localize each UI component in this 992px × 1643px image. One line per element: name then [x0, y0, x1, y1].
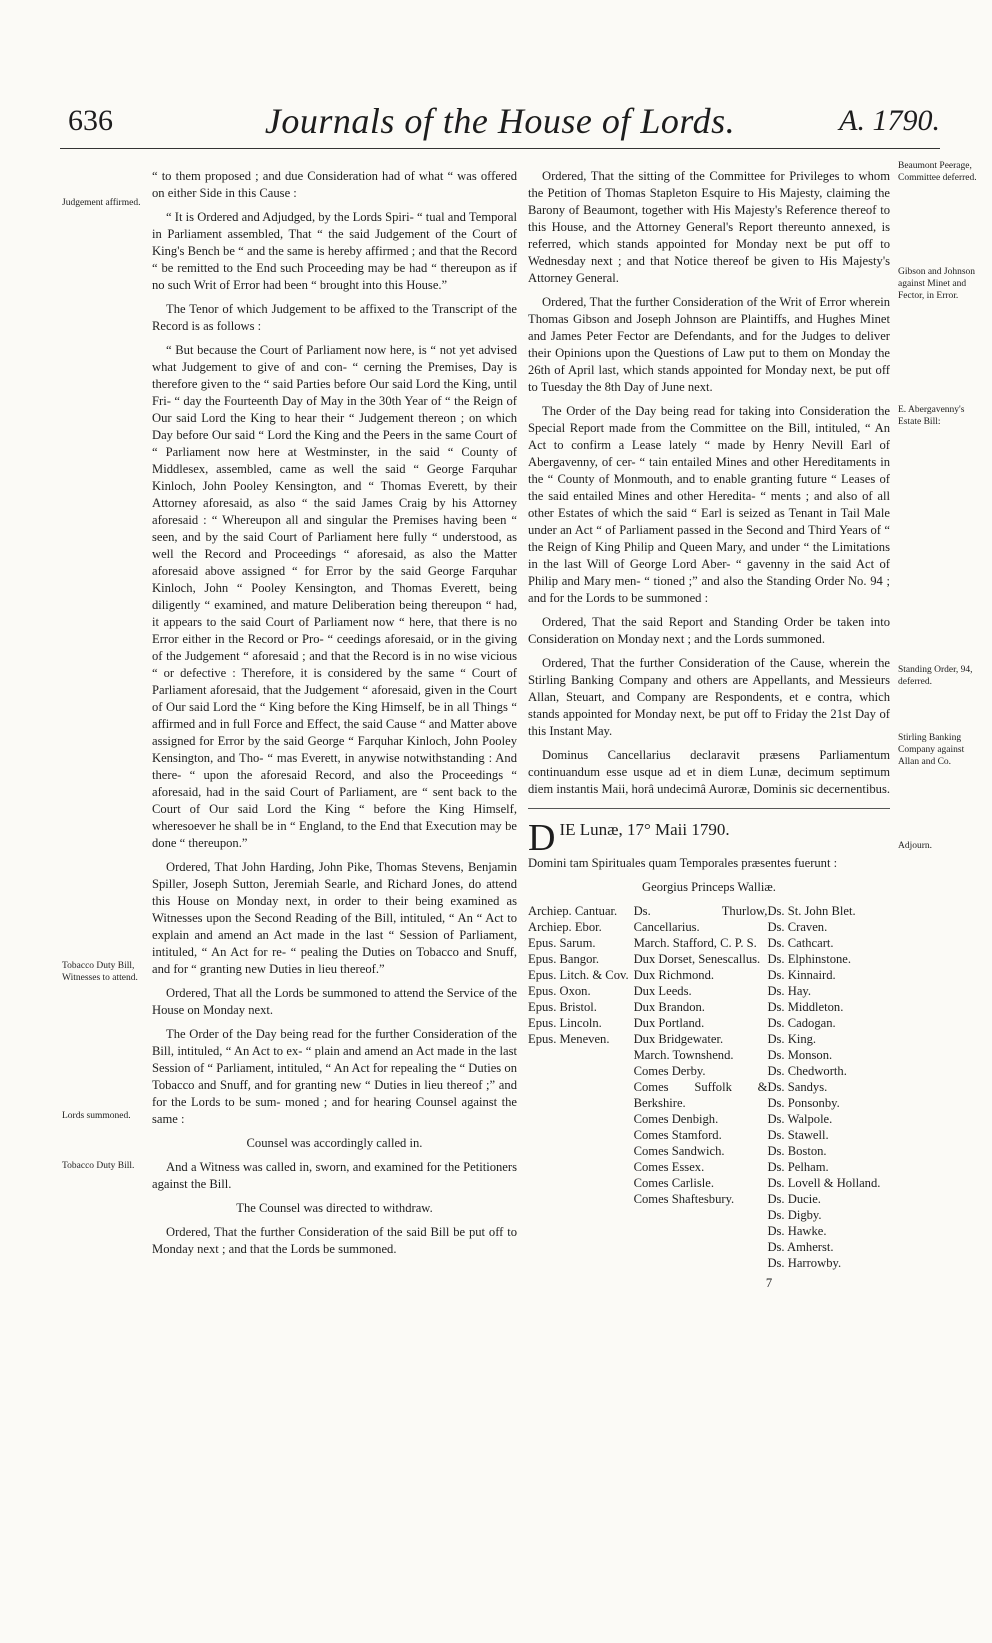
margin-note: Tobacco Duty Bill, Witnesses to attend. — [62, 961, 138, 983]
lord-entry: Dux Brandon. — [633, 1000, 705, 1014]
lord-entry: Dux Bridgewater. — [633, 1032, 724, 1046]
paragraph: Dominus Cancellarius declaravit præsens Parliamentum continuandum esse usque ad et in diem Lunæ, decimum septimum diem instantis Maii, horâ undecimâ Auroræ, Dominis sic decernentibus. — [528, 748, 891, 796]
margin-note: Beaumont Peerage, Committee deferred. — [898, 161, 977, 183]
lord-entry: Ds. Elphinstone. — [767, 952, 852, 966]
paragraph: Ordered, That the further Consideration of the said Bill be put off to Monday next ; and that the Lords be summoned. — [152, 1225, 517, 1256]
presentes-line: Domini tam Spirituales quam Temporales præsentes fuerunt : — [528, 856, 838, 870]
lords-present-list — [528, 903, 890, 1271]
margin-note: Gibson and Johnson against Minet and Fector, in Error. — [898, 267, 976, 301]
paragraph: The Order of the Day being read for taking into Consideration the Special Report made from the Committee on the Bill, intituled, “ An Act to confirm a Lease lately “ made by Henry Nevill Earl of Abergavenny, of cer- “ tain entailed Mines and other Hereditaments in the “ County of Monmouth, and to enable granting future “ Leases of the said entailed Mines and other Heredita- “ ments ; and also of all other Estates of which the said “ Earl is seized as Tenant in Tail Male under an Act “ of Parliament passed in the Second and Third Years of “ the Reign of King Philip and Queen Mary, and under “ the Limitations in the last Will of George Lord Aber- “ gavenny in the said Act of Philip and Mary men- “ tioned ;” and also the Standing Order No. 94 ; and for the Lords to be summoned : — [528, 404, 890, 605]
paragraph: The Counsel was directed to withdraw. — [236, 1201, 433, 1215]
lords-column-temporal — [634, 903, 768, 1271]
lord-entry: Comes Essex. — [633, 1160, 705, 1174]
lord-entry: Archiep. Cantuar. — [528, 904, 618, 918]
lord-entry: Epus. Bristol. — [528, 1000, 597, 1014]
paragraph: Ordered, That the further Consideration of the Cause, wherein the Stirling Banking Company and others are Appellants, and Messieurs Allan, Steuart, and Company are Respondents, et e contra, which stands appointed for Monday next, be put off to Friday the 21st Day of this Instant May. — [528, 656, 890, 738]
lords-column-barons — [767, 903, 890, 1271]
lord-entry: Ds. Stawell. — [767, 1128, 829, 1142]
lord-entry: March. Townshend. — [633, 1048, 734, 1062]
paragraph: And a Witness was called in, sworn, and examined for the Petitioners against the Bill. — [152, 1160, 517, 1191]
right-column — [528, 168, 890, 1292]
lord-entry: Comes Suffolk & Berkshire. — [633, 1080, 768, 1110]
lord-entry: Ds. Walpole. — [767, 1112, 833, 1126]
lord-entry: Ds. Kinnaird. — [767, 968, 836, 982]
lord-entry: Ds. Amherst. — [767, 1240, 834, 1254]
paragraph: Ordered, That the sitting of the Committee for Privileges to whom the Petition of Thomas Stapleton Esquire to His Majesty, claiming the Barony of Beaumont, together with His Majesty's Reference thereof to this House, and the Attorney General's Report thereunto annexed, is referred, which stands appointed for Monday next be put off to Wednesday next ; and that Notice thereof be given to His Majesty's Attorney General. — [528, 169, 890, 285]
lord-entry: Comes Stamford. — [633, 1128, 722, 1142]
lord-entry: Ds. Sandys. — [767, 1080, 828, 1094]
lord-entry: Comes Shaftesbury. — [633, 1192, 735, 1206]
paragraph: “ to them proposed ; and due Consideration had of what “ was offered on either Side in this Cause : — [152, 169, 517, 200]
lord-entry: Comes Carlisle. — [633, 1176, 715, 1190]
lord-entry: Ds. Cathcart. — [767, 936, 834, 950]
lord-entry: Epus. Sarum. — [528, 936, 596, 950]
margin-note: Stirling Banking Company against Allan and Co. — [898, 733, 965, 767]
lord-entry: Ds. Hay. — [767, 984, 812, 998]
lord-entry: Ds. Digby. — [767, 1208, 822, 1222]
paragraph: The Tenor of which Judgement to be affixed to the Transcript of the Record is as follows : — [152, 302, 517, 333]
section-rule — [528, 808, 890, 809]
lord-entry: Epus. Oxon. — [528, 984, 591, 998]
lord-entry: March. Stafford, C. P. S. — [633, 936, 757, 950]
lord-entry: Dux Portland. — [633, 1016, 705, 1030]
margin-note: Judgement affirmed. — [62, 198, 141, 208]
signature-mark: 7 — [765, 1276, 773, 1290]
lord-entry: Ds. Pelham. — [767, 1160, 829, 1174]
lord-entry: Ds. Lovell & Holland. — [767, 1176, 881, 1190]
lord-entry: Ds. Boston. — [767, 1144, 827, 1158]
lord-entry: Ds. Ponsonby. — [767, 1096, 840, 1110]
lord-entry: Ds. Chedworth. — [767, 1064, 847, 1078]
lord-entry: Comes Denbigh. — [633, 1112, 719, 1126]
lord-entry: Dux Dorset, Senescallus. — [633, 952, 761, 966]
lord-entry: Epus. Meneven. — [528, 1032, 610, 1046]
lord-entry: Dux Richmond. — [633, 968, 715, 982]
header-rule — [60, 148, 940, 149]
page-year: A. 1790. — [839, 104, 940, 137]
lord-entry: Epus. Litch. & Cov. — [528, 968, 629, 982]
paragraph: “ But because the Court of Parliament now here, is “ not yet advised what Judgement to give of and con- “ cerning the Premises, Day is therefore given to the “ said Parties before Our said Lord the King, until Fri- “ day the Fourteenth Day of May in the 30th Year of “ the Reign of Our said Lord the King to hear their “ Judgement thereon ; on which Day before Our said “ Lord the King and the Peers in the same Court of “ Parliament now here at Westminster, in the said “ County of Middlesex, assembled, came as well the said “ George Farquhar Kinloch, John Pooley Kensington, and “ Thomas Everett, by their Attorney aforesaid, as also “ the said James Craig by his Attorney aforesaid : “ Whereupon all and singular the Premises having been “ seen, and by the said Court of Parliament here fully “ understood, as well the Record and Proceedings “ aforesaid, as also the Matter aforesaid above assigned “ for Error by the said George Farquhar Kinloch, John “ Pooley Kensington, and Thomas Everett, being diligently “ examined, and mature Deliberation being thereupon “ had, it appears to the said Court of Parliament now “ here, that there is no Error either in the Record or Pro- “ ceedings aforesaid, or in the giving of the Judgement “ aforesaid ; and that the Record is in no wise vicious “ or defective : Therefore, it is considered by the same “ Court of Parliament aforesaid, that the Judgement “ aforesaid, given in the Court of Our said Lord the “ King before the King Himself, be in all Things “ affirmed and in full Force and Effect, the said Cause “ and Matter above assigned for Error by the said George “ Farquhar Kinloch, John Pooley Kensington, and Tho- “ mas Everett, in anywise notwithstanding : And there- “ upon the aforesaid Record, and also the Proceedings “ aforesaid, had in the said Court of Parliament, are “ sent back to the Court of Our said Lord the King “ before the King Himself, wheresoever he shall be in “ England, to the End that Execution may be done “ thereupon.” — [152, 343, 517, 850]
margin-note: Lords summoned. — [62, 1111, 131, 1121]
left-column — [152, 168, 517, 1265]
margin-note: Tobacco Duty Bill. — [62, 1161, 135, 1171]
lord-entry: Ds. Harrowby. — [767, 1256, 842, 1270]
lord-entry: Ds. Monson. — [767, 1048, 833, 1062]
lord-entry: Epus. Lincoln. — [528, 1016, 602, 1030]
lord-entry: Comes Sandwich. — [633, 1144, 725, 1158]
lord-entry: Ds. Hawke. — [767, 1224, 827, 1238]
margin-note: E. Abergavenny's Estate Bill: — [898, 405, 965, 427]
lord-entry: Ds. Cadogan. — [767, 1016, 836, 1030]
margin-note: Standing Order, 94, deferred. — [898, 665, 973, 687]
page-header — [60, 92, 940, 144]
lords-column-spiritual — [528, 903, 634, 1271]
paragraph: Ordered, That the further Consideration of the Writ of Error wherein Thomas Gibson and Joseph Johnson are Plaintiffs, and Hughes Minet and James Peter Fector are Defendants, and for the Judges to deliver their Opinions upon the Questions of Law put to them on Monday the 26th of April last, which stands appointed for Monday next, be put off to Tuesday the 8th Day of June next. — [528, 295, 890, 394]
lord-entry: Archiep. Ebor. — [528, 920, 602, 934]
page-number: 636 — [68, 104, 113, 137]
lord-entry: Ds. Middleton. — [767, 1000, 844, 1014]
paragraph: The Order of the Day being read for the further Consideration of the Bill, intituled, “ An Act to ex- “ plain and amend an Act made in the last Session of “ Parliament, intituled, “ An Act for repealing the “ Duties on Tobacco and Snuff, and for granting new “ Duties in lieu thereof ;” and for the Lords to be sum- moned ; and for hearing Counsel against the same : — [152, 1027, 517, 1126]
lord-entry: Epus. Bangor. — [528, 952, 600, 966]
paragraph: Ordered, That John Harding, John Pike, Thomas Stevens, Benjamin Spiller, Joseph Sutton, Jeremiah Searle, and Richard Jones, do attend this House on Monday next, in order to their being examined as Witnesses upon the Second Reading of the Bill, intituled, “ An “ Act to explain and amend an Act made in the last “ Session of Parliament, intituled, “ An Act for re- “ pealing the Duties on Tobacco and Snuff, and for “ granting new Duties in lieu thereof.” — [152, 860, 517, 976]
drop-cap: D — [528, 817, 556, 859]
paragraph: “ It is Ordered and Adjudged, by the Lords Spiri- “ tual and Temporal in Parliament assembled, That “ the said Judgement of the Court of King's Bench be “ and the same is hereby affirmed ; and that the Record “ be remitted to the End such Proceeding may be had “ thereupon as if no such Writ of Error had been “ brought into this House.” — [152, 210, 517, 292]
sitting-date-text: IE Lunæ, 17° Maii 1790. — [559, 820, 730, 839]
lord-entry: Dux Leeds. — [633, 984, 692, 998]
page-title: Journals of the House of Lords. — [264, 101, 736, 141]
lord-entry: Ds. King. — [767, 1032, 817, 1046]
lord-entry: Ds. Thurlow, Cancellarius. — [633, 904, 768, 934]
paragraph: Ordered, That all the Lords be summoned to attend the Service of the House on Monday next. — [152, 986, 517, 1017]
lord-entry: Comes Derby. — [633, 1064, 706, 1078]
sitting-date — [528, 817, 890, 859]
lord-entry: Ds. St. John Blet. — [767, 904, 856, 918]
prince-line: Georgius Princeps Walliæ. — [642, 880, 776, 894]
lord-entry: Ds. Ducie. — [767, 1192, 821, 1206]
margin-note: Adjourn. — [898, 841, 933, 851]
lord-entry: Ds. Craven. — [767, 920, 828, 934]
paragraph: Counsel was accordingly called in. — [246, 1136, 423, 1150]
paragraph: Ordered, That the said Report and Standing Order be taken into Consideration on Monday next ; and the Lords summoned. — [528, 615, 890, 646]
